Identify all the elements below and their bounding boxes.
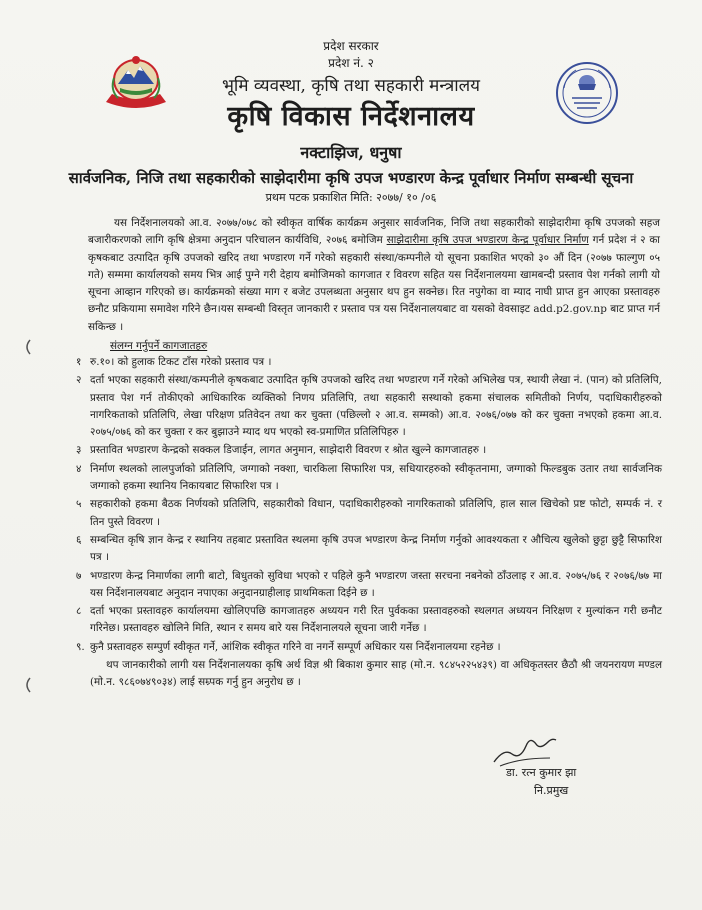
punch-hole-mark [22, 676, 32, 694]
list-item [76, 354, 662, 371]
directorate-name: कृषि विकास निर्देशनालय [227, 101, 475, 132]
item-text: रु.१०। को हुलाक टिकट टाँस गरेको प्रस्ताव पत्र । [90, 356, 272, 368]
intro-text-part2: गर्न प्रदेश नं २ का कृषकबाट उत्पादित कृषि उपजको खरिद तथा भण्डारण गर्ने गरेको सहकारी संस्था/कम्पनीले यो सूचना प्रकाशित भएको ३० औं दिन (२०७७ फाल्गुण ०५ गते) सम्ममा कार्यालयको समय भित्र आई पुग्ने गरी देहाय बमोजिमको कागजात र विवरण सहित यस निर्देशनालयमा खामबन्दी प्रस्ताव पेश गर्नको लागी यो सूचना आव्हान गरिएको छ। कार्यक्रमको संख्या माग र बजेट उपलब्धता अनुसार थप हुन सक्नेछ। रित नपुगेका वा म्याद नाघी प्राप्त हुन आएका प्रस्तावहरु छनौट प्रकियामा समावेश गरिने छैन।यस सम्बन्धी विस्तृत जानकारी र प्रस्ताव पत्र यस निर्देशनालयबाट वा यसको वेवसाइट add.p2.gov.np बाट प्राप्त गर्न सकिन्छ । [88, 234, 661, 333]
ministry-name: भूमि व्यवस्था, कृषि तथा सहकारी मन्त्रालय [221, 76, 481, 96]
office-location: नक्टाझिज, धनुषा [300, 143, 402, 162]
item-text: दर्ता भएका सहकारी संस्था/कम्पनीले कृषकबाट उत्पादित कृषि उपजको खरिद तथा भण्डारण गर्ने गरेको अभिलेख पत्र, स्थायी लेखा नं. (पान) को प्रतिलिपि, प्रस्ताव पेश गर्न तोकीएको आधिकारिक व्यक्तिको निणय प्रतिलिपि, तथा सहकारी सस्थाको हकमा संचालक समितीको निर्णय, पदाधिकारीहरुको नागरिकताको प्रतिलिपि, लेखा परिक्षण प्रतिवेदन तथा कर चुक्ता (पछिल्लो २ आ.व. सम्मको) आ.व. २०७६/०७७ को कर चुक्ता नभएको हकमा आ.व. २०७५/०७६ को कर चुक्ता र कर बुझाउने म्याद थप भएको स्व-प्रमाणित प्रतिलिपिहरु । [90, 374, 662, 439]
punch-hole-mark [22, 338, 32, 356]
item-number: ६ [76, 533, 82, 546]
item-number: १ [76, 356, 82, 368]
item-number: ५ [76, 498, 82, 511]
list-item [76, 496, 662, 531]
list-item [76, 568, 662, 603]
item-text: दर्ता भएका प्रस्तावहरु कार्यालयमा खोलिएपछि कागजातहरु अध्ययन गरी रित पुर्वकका प्रस्तावहरुको स्थलगत अध्ययन निरिक्षण र मुल्यांकन गरी छनौट गरिनेछ। प्रस्तावहरु खोलिने मिति, स्थान र समय बारे यस निर्देशनालयले सूचना जारी गर्नेछ । [90, 605, 662, 635]
item-number: ४ [76, 462, 82, 475]
item-text: सम्बन्धित कृषि ज्ञान केन्द्र र स्थानिय तहबाट प्रस्तावित स्थलमा कृषि उपज भण्डारण केन्द्र निर्माण गर्नुको आवश्यकता र औचित्य खुलेको छुट्टा छुट्टै सिफारिश पत्र । [90, 533, 662, 564]
documents-list [76, 354, 662, 692]
list-item [76, 639, 662, 656]
documents-heading: संलग्न गर्नुपर्ने कागजातहरु [110, 340, 208, 352]
notice-header [0, 38, 702, 206]
signatory-name: डा. रत्न कुमार झा [506, 766, 577, 779]
signatory-title: नि.प्रमुख [534, 784, 569, 797]
item-text: प्रस्तावित भण्डारण केन्द्रको सक्कल डिजाईन, लागत अनुमान, साझेदारी विवरण र श्रोत खुल्ने कागजातहरु । [90, 444, 487, 457]
government-label: प्रदेश सरकार [323, 39, 379, 53]
list-item [76, 461, 662, 496]
intro-paragraph [88, 215, 660, 336]
intro-text-part1: यस निर्देशनालयको आ.व. २०७७/०७८ को स्वीकृत वार्षिक कार्यक्रम अनुसार सार्वजनिक, निजि तथा सहकारीको साझेदारीमा कृषि उपजको सहज बजारीकरणको लागि कृषि क्षेत्रमा अनुदान परिचालन कार्यविधि, २०७६ बमोजिम [88, 217, 660, 247]
item-text: निर्माण स्थलको लालपुर्जाको प्रतिलिपि, जग्गाको नक्शा, चारकिला सिफारिश पत्र, सधियारहरुको स्वीकृतनामा, जग्गाको फिल्डबुक उतार तथा सार्वजनिक जग्गाको हकमा स्थानिय निकायबाट सिफारिश पत्र । [90, 462, 662, 493]
item-text: सहकारीको हकमा बैठक निर्णयको प्रतिलिपि, सहकारीको विधान, पदाधिकारीहरुको नागरिकताको प्रतिलिपि, हाल साल खिचेको प्रष्ट फोटो, सम्पर्क नं. र तिन पुस्ते विवरण । [90, 498, 662, 528]
list-item [76, 603, 662, 638]
list-item [76, 442, 662, 459]
notice-title: सार्वजनिक, निजि तथा सहकारीको साझेदारीमा कृषि उपज भण्डारण केन्द्र पूर्वाधार निर्माण सम्बन्धी सूचना [68, 169, 634, 187]
item-number: २ [76, 374, 82, 387]
list-item [76, 532, 662, 567]
intro-underlined-text: साझेदारीमा कृषि उपज भण्डारण केन्द्र पूर्वाधार निर्माण [386, 234, 589, 247]
item-number: ७ [76, 569, 82, 582]
province-label: प्रदेश नं. २ [328, 56, 374, 70]
item-number: ९. [76, 640, 85, 653]
list-item [76, 372, 662, 441]
contact-note: थप जानकारीको लागी यस निर्देशनालयका कृषि अर्थ विज्ञ श्री बिकाश कुमार साह (मो.न. ९८४५२२५४३९) वा अधिकृतस्तर छैठौ श्री जयनरायण मण्डल (मो.न. ९८६०७४९०३४) लाई सम्र्पक गर्नु हुन अनुरोध छ । [90, 659, 662, 689]
item-text: भण्डारण केन्द्र निमार्णका लागी बाटो, बिधुतको सुविधा भएको र पहिले कुनै भण्डारण जस्ता सरचना नबनेको ठाँउलाइ र आ.व. २०७५/७६ र २०७६/७७ मा यस निर्देशनालयबाट अनुदान नपाएका अनुदानग्राहीलाइ प्राथमिकता दिईने छ । [90, 569, 662, 599]
item-number: ३ [76, 444, 82, 457]
publish-date: प्रथम पटक प्रकाशित मिति: २०७७/ १० /०६ [265, 191, 437, 204]
item-number: ८ [76, 605, 82, 618]
item-text: कुनै प्रस्तावहरु सम्पुर्ण स्वीकृत गर्ने, आंशिक स्वीकृत गरिने वा नगर्ने सम्पूर्ण अधिकार यस निर्देशनालयमा रहनेछ । [90, 640, 501, 653]
